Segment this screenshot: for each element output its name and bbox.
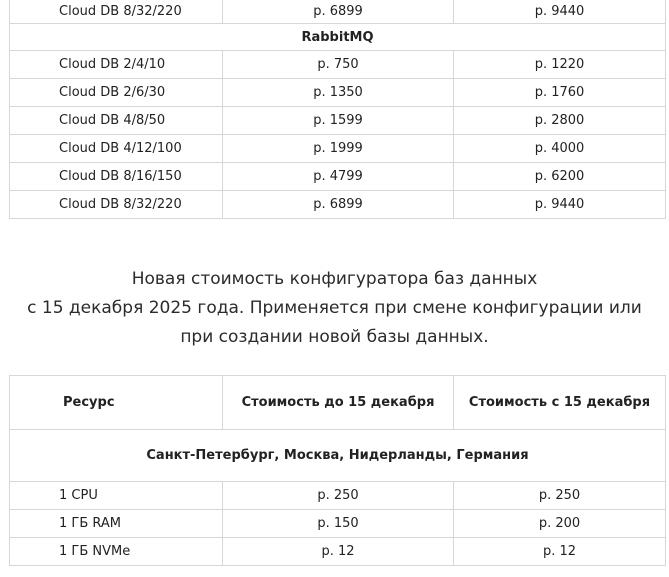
header-price-before: Стоимость до 15 декабря xyxy=(223,376,454,430)
header-resource: Ресурс xyxy=(10,376,223,430)
price-before-cell: р. 4799 xyxy=(223,163,454,191)
table-row xyxy=(10,163,666,191)
config-name-cell: Cloud DB 4/8/50 xyxy=(10,107,223,135)
price-after-cell: р. 9440 xyxy=(454,191,666,219)
price-before-cell: р. 150 xyxy=(223,510,454,538)
price-before-cell: р. 1999 xyxy=(223,135,454,163)
notice-line-2: с 15 декабря 2025 года. Применяется при смене конфигурации или xyxy=(27,298,642,318)
price-before-cell: р. 6899 xyxy=(223,0,454,24)
price-change-notice xyxy=(0,265,669,352)
config-name-cell: Cloud DB 8/32/220 xyxy=(10,191,223,219)
header-price-after: Стоимость с 15 декабря xyxy=(454,376,666,430)
price-after-cell: р. 12 xyxy=(454,538,666,566)
table-row xyxy=(10,191,666,219)
price-after-cell: р. 1760 xyxy=(454,79,666,107)
table-header-row xyxy=(10,376,666,430)
notice-line-3: при создании новой базы данных. xyxy=(180,327,489,347)
price-before-cell: р. 1350 xyxy=(223,79,454,107)
price-after-cell: р. 4000 xyxy=(454,135,666,163)
price-after-cell: р. 9440 xyxy=(454,0,666,24)
table-row xyxy=(10,135,666,163)
table-row xyxy=(10,79,666,107)
group-header-row xyxy=(10,430,666,482)
price-before-cell: р. 250 xyxy=(223,482,454,510)
config-name-cell: Cloud DB 4/12/100 xyxy=(10,135,223,163)
price-after-cell: р. 1220 xyxy=(454,51,666,79)
price-after-cell: р. 6200 xyxy=(454,163,666,191)
table-row xyxy=(10,538,666,566)
notice-line-1: Новая стоимость конфигуратора баз данных xyxy=(131,269,538,289)
price-before-cell: р. 6899 xyxy=(223,191,454,219)
price-before-cell: р. 12 xyxy=(223,538,454,566)
price-before-cell: р. 1599 xyxy=(223,107,454,135)
configurator-price-table xyxy=(9,375,666,566)
price-after-cell: р. 200 xyxy=(454,510,666,538)
table-row xyxy=(10,0,666,24)
resource-name-cell: 1 ГБ NVMe xyxy=(10,538,223,566)
config-name-cell: Cloud DB 2/6/30 xyxy=(10,79,223,107)
table-row xyxy=(10,107,666,135)
group-header-row xyxy=(10,24,666,51)
table-row xyxy=(10,51,666,79)
group-title-regions: Санкт-Петербург, Москва, Нидерланды, Германия xyxy=(10,430,666,482)
resource-name-cell: 1 ГБ RAM xyxy=(10,510,223,538)
rabbitmq-price-table xyxy=(9,0,666,219)
price-after-cell: р. 250 xyxy=(454,482,666,510)
config-name-cell: Cloud DB 8/32/220 xyxy=(10,0,223,24)
price-before-cell: р. 750 xyxy=(223,51,454,79)
config-name-cell: Cloud DB 2/4/10 xyxy=(10,51,223,79)
price-after-cell: р. 2800 xyxy=(454,107,666,135)
resource-name-cell: 1 CPU xyxy=(10,482,223,510)
group-title-rabbitmq: RabbitMQ xyxy=(10,24,666,51)
config-name-cell: Cloud DB 8/16/150 xyxy=(10,163,223,191)
table-row xyxy=(10,482,666,510)
table-row xyxy=(10,510,666,538)
